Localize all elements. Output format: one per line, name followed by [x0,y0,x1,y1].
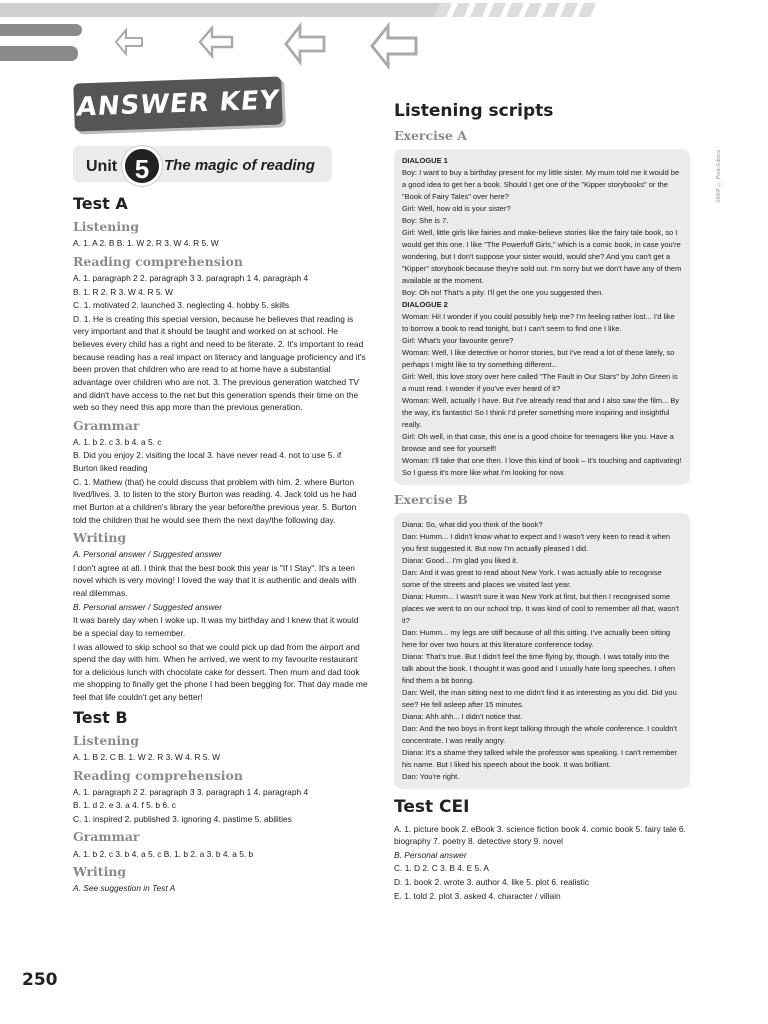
writing-answer-b2: I was allowed to skip school so that we could pick up dad from the airport and spend the day with him. When he arrived, we went to my favourite restaurant for a delicious lunch with chocolate cake for dessert. Then mum and dad took me shopping to finally get the phone I had been begging for. That day made me feel that life couldn't get any better! [73,641,368,702]
unit-title: The magic of reading [164,157,315,174]
b-grammar-heading: Grammar [73,829,140,845]
script-line: Woman: I'll take that one then. I love this kind of book – it's touching and captivating! So I guess it's more like what I'm looking for now. [402,455,682,477]
grammar-answer-c: C. 1. Mathew (that) he could discuss that problem with him. 2. where Burton lived/lives. 3. to listen to the story Burton was reading. 4. Jack told us he had met Burton at a children's library the year before/the previous year. 5. Burton told the children that he would see them the next day/the following day. [73,476,357,525]
b-reading-answer-c: C. 1. inspired 2. published 3. ignoring 4. pastime 5. abilities [73,813,292,824]
reading-answer-c: C. 1. motivated 2. launched 3. neglecting 4. hobby 5. skills [73,300,290,311]
b-listening-answers: A. 1. B 2. C B. 1. W 2. R 3. W 4. R 5. W [73,751,221,762]
cei-answer-d: D. 1. book 2. wrote 3. author 4. like 5. plot 6. realistic [394,876,590,887]
b-grammar-answers: A. 1. b 2. c 3. b 4. a 5. c B. 1. b 2. a 3. b 4. a 5. b [73,848,254,859]
writing-heading: Writing [73,530,127,546]
answer-key-badge [73,76,283,131]
script-line: Girl: Oh well, in that case, this one is a good choice for teenagers like you. Have a browse and see for yourself! [402,431,674,453]
b-reading-answer-a: A. 1. paragraph 2 2. paragraph 3 3. paragraph 1 4. paragraph 4 [73,786,309,797]
b-writing-answer: A. See suggestion in Test A [73,883,176,894]
script-line: Diana: Ahh ahh... I didn't notice that. [402,711,523,721]
script-line: Dan: You're right. [402,771,460,781]
b-writing-heading: Writing [73,864,127,880]
writing-label-b: B. Personal answer / Suggested answer [73,601,222,612]
reading-heading: Reading comprehension [73,253,243,269]
unit-label: Unit [86,158,118,175]
script-line: Diana: That's true. But I didn't feel the time flying by, though. I was totally into the talk about the book. I thought it was good and I usually hate long speeches. I often find them a bit boring. [402,651,676,685]
listening-scripts-heading: Listening scripts [394,101,554,121]
script-line: Girl: Well, little girls like fairies and make-believe stories like the fairy tale book, so I would get this one. I like "The Powerfuff Girls," which is a comic book, in case you're wondering, but I don't suppose your sister would, would she? And you can't get a "Kipper" storybook because they're sold out. I'm sorry but we don't have any of them available at the moment. [402,227,682,285]
script-line: Girl: Well, how old is your sister? [402,203,511,213]
right-column [394,99,690,903]
grey-tab-bottom [0,46,78,61]
script-line: Woman: Hi! I wonder if you could possibly help me? I'm feeling rather lost... I'd like to borrow a book to read tonight, but I can't seem to find one I like. [402,311,675,333]
script-line: Boy: I want to buy a birthday present for my little sister. My mum told me it would be a good idea to get her a book. Should I get one of the "Kipper storybooks" or the "Book of Fairy Tales" over here? [402,167,680,201]
cei-answer-e: E. 1. told 2. plot 3. asked 4. character / villain [394,890,561,901]
reading-answer-a: A. 1. paragraph 2 2. paragraph 3 3. paragraph 1 4. paragraph 4 [73,273,309,284]
script-line: Diana: Humm... I wasn't sure it was New York at first, but then I recognised some places we went to on our school trip. It was kind of cool to remember all that, wasn't it? [402,591,679,625]
cei-answer-b: B. Personal answer [394,849,467,860]
script-line: Dan: Humm... my legs are stiff because of all this sitting. I've actually been sitting here for over two hours at this literature conference today. [402,627,671,649]
grammar-heading: Grammar [73,417,140,433]
script-line: Girl: What's your favourite genre? [402,335,514,345]
page-number: 250 [22,970,58,990]
writing-answer-b1: It was barely day when I woke up. It was my birthday and I knew that it would be a special day to remember. [73,615,359,638]
script-line: Girl: Well, this love story over here called "The Fault in Our Stars" by John Green is a must read. I wonder if you've ever heard of it? [402,371,678,393]
b-reading-answer-b: B. 1. d 2. e 3. a 4. f 5. b 6. c [73,800,176,811]
script-line: Boy: Oh no! That's a pity. I'll get the one you suggested then. [402,287,604,297]
script-line: DIALOGUE 2 [402,299,448,309]
reading-answer-b: B. 1. R 2. R 3. W 4. R 5. W [73,286,174,297]
test-b-heading: Test B [73,707,128,727]
reading-answer-d: D. 1. He is creating this special version, because he believes that reading is very important and that it should be taught and worked on at school. He believes every child has a right and need to be literate. 2. It's important to read because reading has a real impact on literacy and language proficiency and it's been proven that children who are read to at home have a substantial advantage over children who are not. 3. The previous generation watched TV and didn't have access to the net but this generation spends their time on the web so they need this app more than the previous generation. [73,313,366,413]
test-cei-heading: Test CEI [394,796,470,817]
script-line: Dan: And it was great to read about New York. I was actually able to recognise some of the streets and places we visited last year. [402,567,662,589]
answer-key-text: ANSWER KEY [75,85,281,123]
top-stripe-bar [0,0,768,22]
left-column [73,190,368,896]
grammar-answer-a: A. 1. b 2. c 3. b 4. a 5. c [73,436,162,447]
script-line: Boy: She is 7. [402,215,449,225]
script-line: Diana: So, what did you think of the book? [402,519,543,529]
arrow-left-icon [196,22,236,62]
script-line: Dan: Well, the man sitting next to me didn't find it as interesting as you did. Did you see? He fell asleep after 15 minutes. [402,687,677,709]
listening-heading: Listening [73,219,139,235]
script-line: Diana: It's a shame they talked while the professor was speaking. I can't remember his name. But I liked his speech about the book. It was brilliant. [402,747,678,769]
cei-answer-a: A. 1. picture book 2. eBook 3. science fiction book 4. comic book 5. fairy tale 6. biography 7. poetry 8. detective story 9. novel [394,823,686,847]
test-a-heading: Test A [73,194,128,213]
script-line: Dan: Humm... I didn't know what to expect and I wasn't very keen to read it when you first suggested it. But now I'm actually pleased I did. [402,531,670,553]
exercise-b-heading: Exercise B [394,491,468,507]
script-line: Woman: Well, I like detective or horror stories, but I've read a lot of these lately, so perhaps I might like to try something different... [402,347,675,369]
exercise-a-heading: Exercise A [394,127,467,143]
arrow-left-icon [112,22,146,62]
script-line: DIALOGUE 1 [402,155,448,165]
writing-label-a: A. Personal answer / Suggested answer [73,549,222,560]
listening-answers: A. 1. A 2. B B. 1. W 2. R 3. W 4. R 5. W [73,238,219,249]
writing-answer-a: I don't agree at all. I think that the best book this year is "If I Stay". It's a teen novel which is very moving! I loved the way that it is authentic and deals with real dilemmas. [73,562,357,599]
b-listening-heading: Listening [73,732,139,748]
exercise-a-script-box [394,149,690,485]
arrow-left-icon [282,22,328,66]
b-reading-heading: Reading comprehension [73,767,243,783]
grammar-answer-b: B. Did you enjoy 2. visiting the local 3. have never read 4. not to use 5. if Burton liked reading [73,450,342,474]
cei-answer-c: C. 1. D 2. C 3. B 4. E 5. A [394,863,489,874]
script-line: Woman: Well, actually I have. But I've already read that and I also saw the film... By the way, it's fantastic! So I think I'd prefer something more inspiring and insightful really. [402,395,680,429]
script-line: Diana: Good... I'm glad you liked it. [402,555,519,565]
copyright-note: SMMP © Porto Editora [716,150,722,203]
arrow-left-icon [368,22,420,70]
exercise-b-script-box [394,513,690,789]
unit-number-circle: 5 [122,146,162,186]
script-line: Dan: And the two boys in front kept talking through the whole conference. I couldn't concentrate. I was really angry. [402,723,677,745]
grey-tab-top [0,24,82,36]
